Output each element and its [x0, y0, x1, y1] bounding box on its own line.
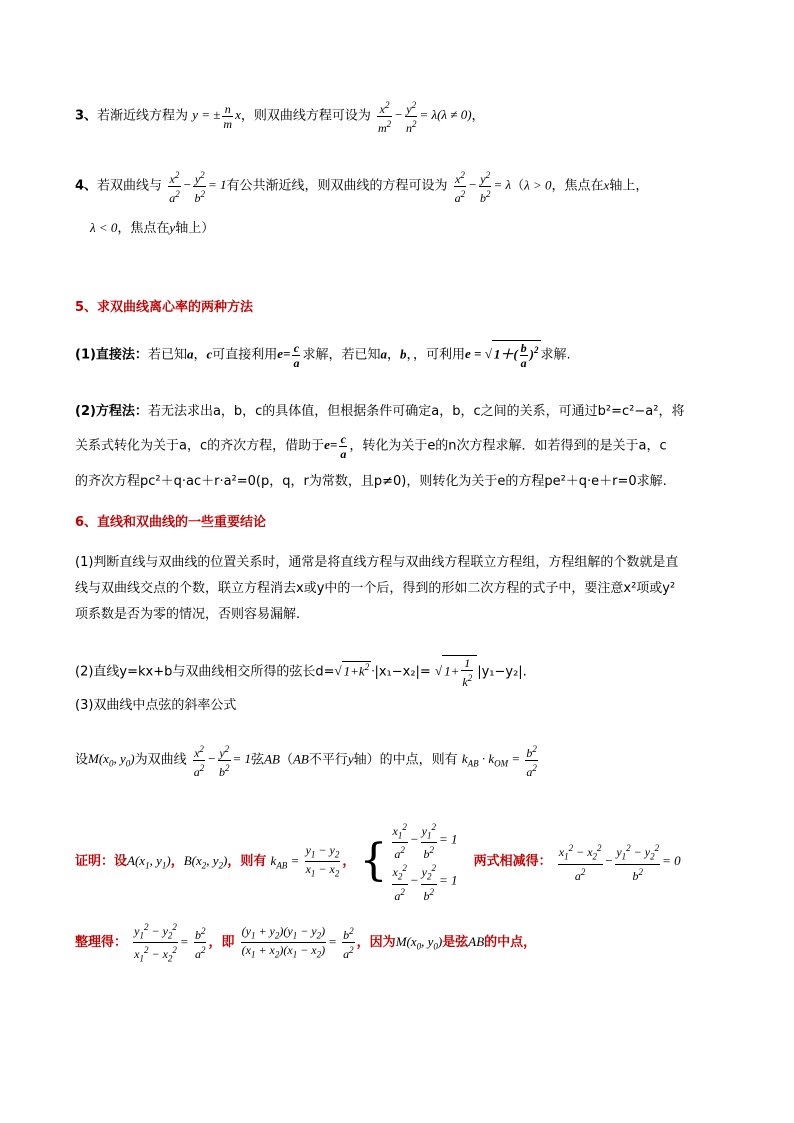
item-4-text-3: （ — [511, 178, 525, 194]
item-4-text-6: ，焦点在 — [117, 221, 170, 236]
item-4-number: 4、 — [75, 178, 98, 194]
method-equation-3: 的齐次方程pc²＋q·ac＋r·a²=0(p，q，r为常数，且p≠0)，则转化为关于e的方程pe²＋q·e＋r=0求解. — [75, 474, 667, 489]
item-4-text-1: 若双曲线与 — [97, 178, 163, 194]
method-equation-2: 关系式转化为关于a，c的齐次方程，借助于e= $\frac{c}{a}$ ，转化为关于e的n次方程求解．如若得到的是关于a，c — [75, 432, 667, 461]
method-equation-label: (2)方程法： — [75, 404, 148, 419]
conclusion-1-line-1: (1)判断直线与双曲线的位置关系时，通常是将直线方程与双曲线方程联立方程组，方程组解的个数就是直 — [75, 555, 679, 570]
section-6-title: 6、直线和双曲线的一些重要结论 — [75, 515, 267, 530]
equation-system: $\frac{x_1^2}{a^2}$ − $\frac{y_1^2}{b^2}$ = 1 $\frac{x_2^2}{a^2}$ − $\frac{y_2^2}{b^2}$ = 1 — [392, 822, 458, 903]
item-4-text-7: 轴上） — [175, 221, 215, 236]
item-3-text-2: ，则双曲线方程可设为 — [240, 108, 371, 124]
eccentricity-sqrt-formula: e = √ 1＋( $\frac{b}{a}$ )$^2$ — [465, 341, 539, 370]
conclusion-3-title: (3)双曲线中点弦的斜率公式 — [75, 698, 237, 713]
hyperbola-standard: $\frac{x^2}{a^2}$ − $\frac{y^2}{b^2}$ = 1 — [169, 170, 227, 205]
item-4-text-4: ，焦点在 — [551, 178, 604, 194]
chord-length: (2)直线y=kx+b与双曲线相交所得的弦长d=√ $1+k^2 \cdot|x_1-x_2|=$ √ 1+ $\frac{1}{k^2}$ |y₁−y₂|. — [75, 656, 527, 689]
item-3-text-1: 若渐近线方程为 — [97, 108, 189, 124]
item-3-text-3: ， — [471, 108, 485, 124]
method-equation-1: (2)方程法：若无法求出a，b，c的具体值，但根据条件可确定a，b，c之间的关系，可通过b²=c²−a²，将 — [75, 404, 685, 419]
item-4: 4、若双曲线与 $\frac{x^2}{a^2}$ − $\frac{y^2}{b^2}$ = 1有公共渐近线，则双曲线的方程可设为 $\frac{x^2}{a^2}$ − $\frac{y^2}{b^2}$ = λ（λ > 0，焦点在x轴上， — [75, 170, 649, 205]
item-3 — [75, 98, 485, 135]
conclusion-1-line-2: 线与双曲线交点的个数，联立方程消去x或y中的一个后，得到的形如二次方程的式子中，要注意x²项或y² — [75, 581, 676, 596]
proof-line: 证明：设$A(x_1$, $y_1$)，$B(x_2$, $y_2$)，则有 $k_{AB}$ = $\frac{y_1 - y_2}{x_1 - x_2}$ ， { $\frac{x_1^2}{a^2}$ − $\frac{y_1^2}{b^2}$ = 1 $\frac{x_2^2}{a^2}$ − $\frac{y_2^2}{b^2}$ = 1 两式相减得： $\frac{x_1^2 - x_2^2}{a^2}$ − $\frac{y_1^2 - y_2^2}{b^2}$ = 0 — [75, 822, 681, 903]
hyperbola-lambda: $\frac{x^2}{a^2}$ − $\frac{y^2}{b^2}$ = λ — [454, 170, 512, 205]
asymptote-formula: y = ± $\frac{n}{m}$ x — [192, 102, 241, 131]
section-5-title: 5、求双曲线离心率的两种方法 — [75, 300, 254, 315]
midpoint-statement: 设$M(x_0$, $y_0$)为双曲线 $\frac{x^2}{a^2}$ − $\frac{y^2}{b^2}$ = 1弦AB（AB不平行y轴）的中点，则有 $k_{AB} \cdot k_{OM}$ = $\frac{b^2}{a^2}$ — [75, 742, 540, 779]
method-direct-label: (1)直接法： — [75, 347, 148, 363]
item-4-cont: λ < 0，焦点在y轴上） — [90, 220, 215, 236]
proof-label: 证明：设 — [75, 853, 128, 869]
item-4-text-5: 轴上， — [609, 178, 649, 194]
hyperbola-form-3: $\frac{x^2}{m^2}$ − $\frac{y^2}{n^2}$ = λ(λ ≠ 0) — [378, 100, 472, 135]
tidy-line: 整理得： $\frac{y_1^2 - y_2^2}{x_1^2 - x_2^2}$ = $\frac{b^2}{a^2}$ ，即 $\frac{(y_1 + y_2)(y_1 - y_2)}{(x_1 + x_2)(x_1 - x_2)}$ = $\frac{b^2}{a^2}$ ，因为$M(x_0$, $y_0$)是弦AB的中点， — [75, 922, 537, 964]
tidy-label: 整理得： — [75, 934, 128, 950]
midpoint-slope-formula: $k_{AB} \cdot k_{OM}$ = $\frac{b^2}{a^2}$ — [461, 744, 537, 779]
item-4-text-2: 有公共渐近线，则双曲线的方程可设为 — [226, 178, 448, 194]
conclusion-1-line-3: 项系数是否为零的情况，否则容易漏解. — [75, 607, 301, 622]
item-3-number: 3、 — [75, 108, 98, 124]
eccentricity-formula: e= $\frac{c}{a}$ — [277, 341, 300, 370]
method-direct: (1)直接法：若已知a，c可直接利用e= $\frac{c}{a}$ 求解，若已知a，b，，可利用e = √ 1＋( $\frac{b}{a}$ )$^2$ 求解. — [75, 341, 571, 370]
subtract-label: 两式相减得： — [473, 853, 552, 869]
